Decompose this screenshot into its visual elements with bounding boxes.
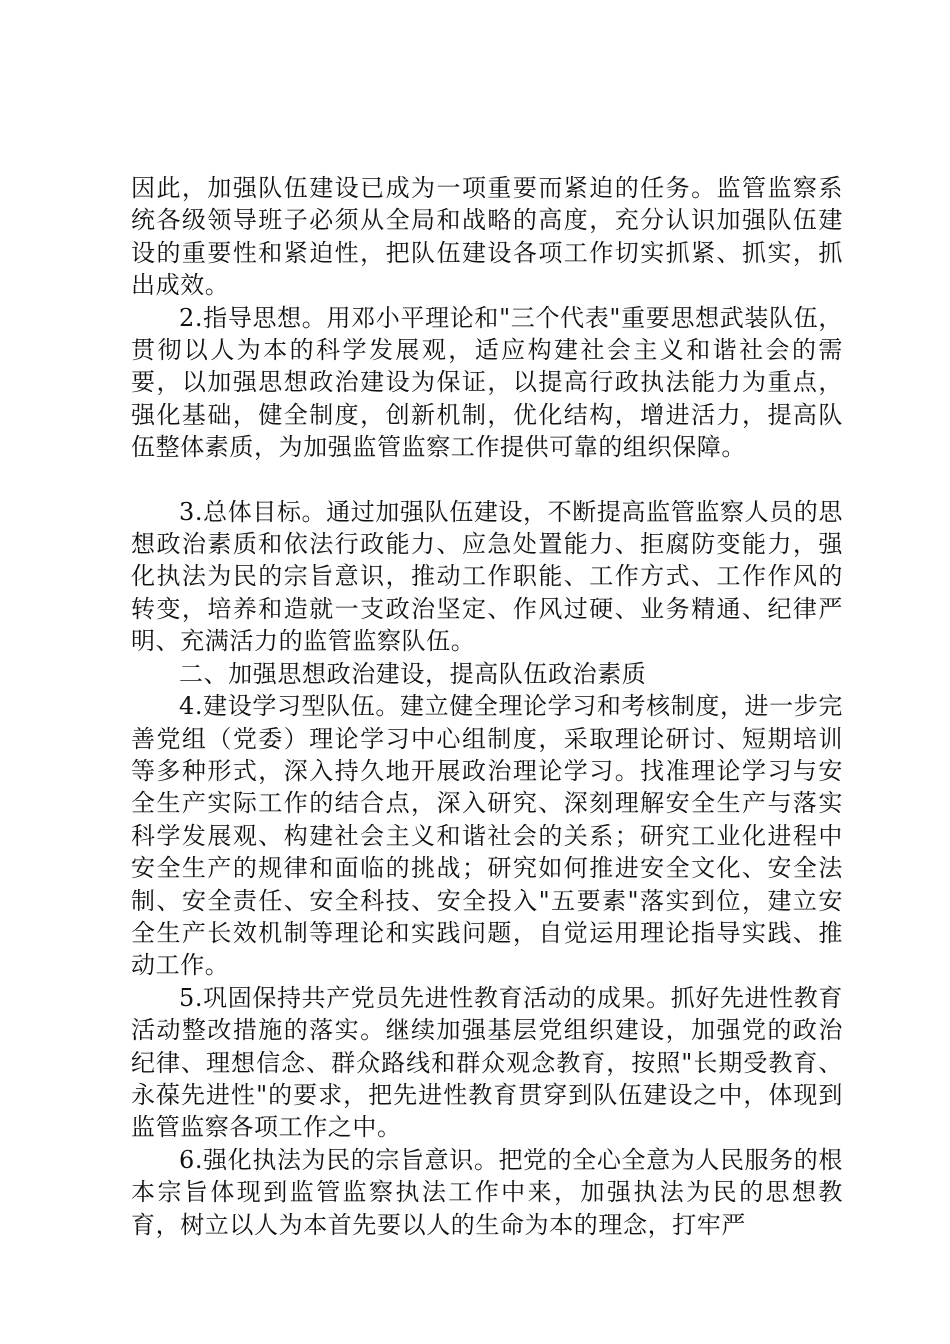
paragraph-serve-people: 6.强化执法为民的宗旨意识。把党的全心全意为人民服务的根本宗旨体现到监管监察执法工作中来，加强执法为民的思想教育，树立以人为本首先要以人的生命为本的理念，打牢严 (131, 1145, 843, 1239)
section-heading-political-construction: 二、加强思想政治建设，提高队伍政治素质 (179, 659, 647, 688)
paragraph-overall-goal: 3.总体目标。通过加强队伍建设，不断提高监管监察人员的思想政治素质和依法行政能力、应急处置能力、拒腐防变能力，强化执法为民的宗旨意识，推动工作职能、工作方式、工作作风的转变，培养和造就一支政治坚定、作风过硬、业务精通、纪律严明、充满活力的监管监察队伍。 (131, 497, 843, 656)
paragraph-advanced-education: 5.巩固保持共产党员先进性教育活动的成果。抓好先进性教育活动整改措施的落实。继续加强基层党组织建设，加强党的政治纪律、理想信念、群众路线和群众观念教育，按照"长期受教育、永葆先进性"的要求，把先进性教育贯穿到队伍建设之中，体现到监管监察各项工作之中。 (131, 983, 843, 1142)
paragraph-guiding-thought: 2.指导思想。用邓小平理论和"三个代表"重要思想武装队伍，贯彻以人为本的科学发展观，适应构建社会主义和谐社会的需要，以加强思想政治建设为保证，以提高行政执法能力为重点，强化基础，健全制度，创新机制，优化结构，增进活力，提高队伍整体素质，为加强监管监察工作提供可靠的组织保障。 (131, 303, 843, 462)
paragraph-learning-team: 4.建设学习型队伍。建立健全理论学习和考核制度，进一步完善党组（党委）理论学习中心组制度，采取理论研讨、短期培训等多种形式，深入持久地开展政治理论学习。找准理论学习与安全生产实际工作的结合点，深入研究、深刻理解安全生产与落实科学发展观、构建社会主义和谐社会的关系；研究工业化进程中安全生产的规律和面临的挑战；研究如何推进安全文化、安全法制、安全责任、安全科技、安全投入"五要素"落实到位，建立安全生产长效机制等理论和实践问题，自觉运用理论指导实践、推动工作。 (131, 692, 843, 980)
paragraph-continuation: 因此，加强队伍建设已成为一项重要而紧迫的任务。监管监察系统各级领导班子必须从全局和战略的高度，充分认识加强队伍建设的重要性和紧迫性，把队伍建设各项工作切实抓紧、抓实，抓出成效。 (131, 174, 843, 300)
document-body (131, 172, 843, 1241)
